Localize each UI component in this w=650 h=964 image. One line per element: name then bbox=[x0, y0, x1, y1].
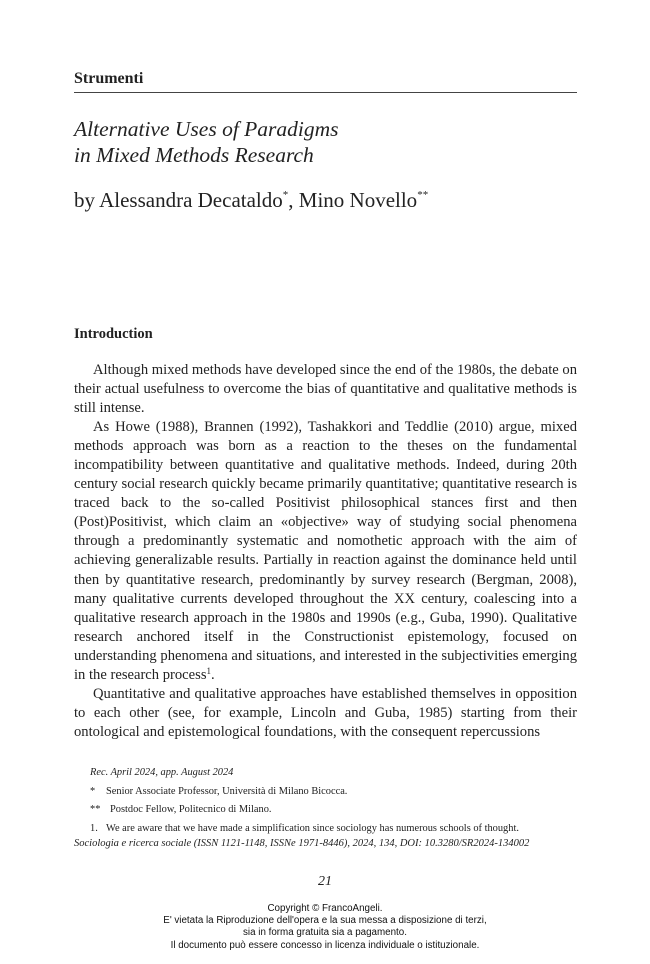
footnote-text: Postdoc Fellow, Politecnico di Milano. bbox=[110, 804, 272, 815]
author-1: by Alessandra Decataldo bbox=[74, 188, 283, 212]
copyright-line-3: sia in forma gratuita sia a pagamento. bbox=[243, 927, 407, 939]
section-heading: Strumenti bbox=[74, 70, 577, 93]
paragraph-2-text: As Howe (1988), Brannen (1992), Tashakkori and Teddlie (2010) argue, mixed methods approach was born as a reaction to the theses on the fundamental incompatibility between quantitative and qualitative methods. Indeed, during 20th century social research quickly became primarily quantitative; quantitative research is traced back to the so-called Positivist philosophical stances first and then (Post)Positivist, which claim an «objective» way of studying social phenomena through a predominantly systematic and nomothetic approach with the aim of achieving generalizable results. Partially in reaction against the dominance held until then by quantitative research, predominantly by survey research (Bergman, 2008), many qualitative currents developed throughout the XX century, coalescing into a qualitative research approach in the 1980s and 1990s (e.g., Guba, 1990). Qualitative research anchored itself in the Constructionist epistemology, focused on understanding phenomena and situations, and interested in the subjectivities emerging in the research process bbox=[74, 419, 577, 683]
footnote-mark: ** bbox=[90, 804, 101, 815]
body-text bbox=[74, 361, 577, 742]
footnote-ref-1[interactable]: 1 bbox=[206, 665, 211, 676]
footnote-author-1 bbox=[90, 783, 580, 802]
footnote-text: Senior Associate Professor, Università di Milano Bicocca. bbox=[106, 785, 348, 797]
author-2-note-mark[interactable]: ** bbox=[417, 189, 429, 201]
copyright-line-2: E' vietata la Riproduzione dell'opera e la sua messa a disposizione di terzi, bbox=[163, 915, 487, 927]
footnotes bbox=[90, 764, 580, 838]
article-title bbox=[74, 116, 577, 168]
footnote-text: We are aware that we have made a simplification since sociology has numerous schools of thought. bbox=[106, 822, 519, 834]
author-2: , Mino Novello bbox=[288, 188, 418, 212]
author-1-note-mark[interactable]: * bbox=[282, 189, 289, 201]
copyright-notice bbox=[0, 903, 650, 952]
paragraph-1: Although mixed methods have developed since the end of the 1980s, the debate on their actual usefulness to overcome the bias of quantitative and qualitative methods is still intense. bbox=[74, 362, 577, 417]
footnote-author-2 bbox=[90, 801, 580, 820]
paragraph-3: Quantitative and qualitative approaches have established themselves in opposition to each other (see, for example, Lincoln and Guba, 1985) starting from their ontological and epistemological foundations, with the consequent repercussions bbox=[74, 685, 577, 740]
journal-citation: Sociologia e ricerca sociale (ISSN 1121-1148, ISSNe 1971-8446), 2024, 134, DOI: 10.3280/SR2024-134002 bbox=[74, 838, 530, 849]
footnote-mark: * bbox=[90, 785, 96, 797]
paragraph-2-end: . bbox=[211, 666, 215, 683]
footnote-1 bbox=[90, 820, 580, 839]
page-number: 21 bbox=[318, 874, 332, 889]
copyright-line-1: Copyright © FrancoAngeli. bbox=[267, 903, 383, 914]
footnote-mark: 1. bbox=[90, 822, 98, 834]
received-note: Rec. April 2024, app. August 2024 bbox=[90, 767, 234, 778]
authors-line bbox=[74, 182, 577, 213]
paragraph-2 bbox=[74, 418, 577, 685]
title-line-1: Alternative Uses of Paradigms bbox=[74, 117, 339, 141]
introduction-heading: Introduction bbox=[74, 326, 153, 342]
title-line-2: in Mixed Methods Research bbox=[74, 143, 314, 167]
copyright-line-4: Il documento può essere concesso in licenza individuale o istituzionale. bbox=[170, 939, 480, 951]
